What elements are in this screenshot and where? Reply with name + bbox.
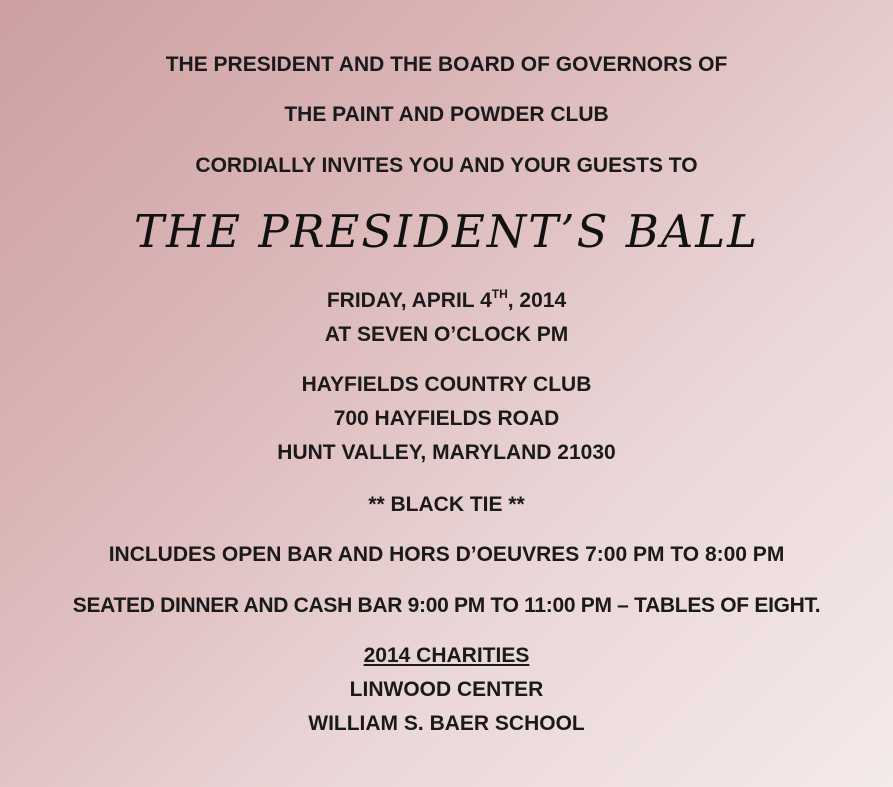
event-date-year: , 2014 (507, 289, 567, 312)
event-date-day: FRIDAY, APRIL 4 (326, 289, 492, 312)
venue-city: HUNT VALLEY, MARYLAND 21030 (277, 441, 616, 464)
charity-item: WILLIAM S. BAER SCHOOL (308, 712, 585, 735)
event-date (0, 288, 893, 314)
dinner-details: SEATED DINNER AND CASH BAR 9:00 PM TO 11:00 PM – TABLES OF EIGHT. (72, 594, 821, 617)
charity-item: LINWOOD CENTER (349, 678, 544, 701)
host-line-1: THE PRESIDENT AND THE BOARD OF GOVERNORS OF (165, 53, 728, 76)
host-line-2: THE PAINT AND POWDER CLUB (284, 103, 609, 126)
charities-heading (0, 643, 893, 669)
venue-street: 700 HAYFIELDS ROAD (333, 407, 560, 430)
invite-line: CORDIALLY INVITES YOU AND YOUR GUESTS TO (195, 154, 698, 177)
event-date-ordinal: TH (491, 287, 508, 301)
charities-heading-text: 2014 CHARITIES (363, 644, 530, 667)
open-bar-details: INCLUDES OPEN BAR AND HORS D’OEUVRES 7:00 PM TO 8:00 PM (108, 543, 785, 566)
event-title: THE PRESIDENT’S BALL (133, 205, 760, 258)
event-time: AT SEVEN O’CLOCK PM (324, 323, 569, 346)
venue-name: HAYFIELDS COUNTRY CLUB (301, 373, 592, 396)
dress-code: ** BLACK TIE ** (368, 493, 525, 516)
